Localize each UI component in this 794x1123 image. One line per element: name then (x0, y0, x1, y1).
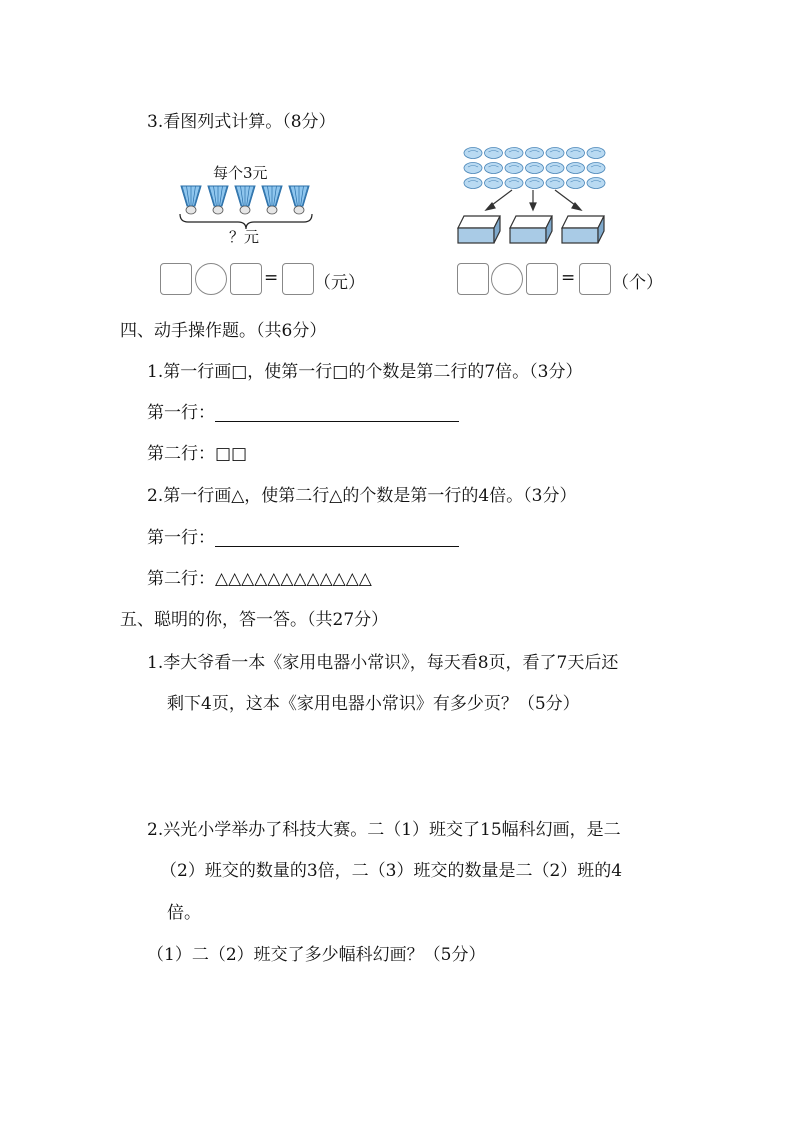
bun-icon (567, 163, 585, 174)
bun-icon (464, 163, 482, 174)
bun-icon (546, 148, 564, 159)
s4-q2-text: 2.第一行画△，使第二行△的个数是第一行的4倍。（3分） (147, 486, 577, 506)
answer-box[interactable] (457, 263, 489, 295)
answer-box[interactable] (282, 263, 314, 295)
s4-q2-row2 (147, 564, 372, 589)
bun-icon (546, 178, 564, 189)
s5-q2-sub1: （1）二（2）班交了多少幅科幻画？（5分） (147, 945, 486, 965)
row2-triangles: △△△△△△△△△△△△ (215, 569, 372, 589)
s5-q2-line1: 2.兴光小学举办了科技大赛。二（1）班交了15幅科幻画，是二 (147, 820, 621, 840)
row2-label: 第二行： (147, 444, 215, 464)
bun-icon (567, 148, 585, 159)
bun-icon (526, 163, 544, 174)
bun-icon (587, 148, 605, 159)
s5-q2-line3: 倍。 (167, 903, 201, 923)
operator-circle[interactable] (195, 263, 227, 295)
box-icon (562, 216, 604, 243)
question-label: ？元 (229, 228, 260, 246)
bun-icon (485, 148, 503, 159)
q3-title: 3.看图列式计算。（8分） (147, 112, 336, 132)
bun-icon (485, 163, 503, 174)
equals-sign: = (264, 268, 279, 288)
bun-icon (526, 148, 544, 159)
price-label: 每个3元 (213, 164, 268, 182)
answer-box[interactable] (230, 263, 262, 295)
s4-q2-row1 (147, 523, 459, 548)
section-4-heading: 四、动手操作题。（共6分） (120, 321, 327, 341)
answer-box[interactable] (579, 263, 611, 295)
bun-icon (526, 178, 544, 189)
answer-box[interactable] (526, 263, 558, 295)
bun-icon (505, 163, 523, 174)
answer-line[interactable] (215, 528, 459, 547)
s4-q1-text: 1.第一行画□，使第一行□的个数是第二行的7倍。（3分） (147, 362, 583, 382)
bun-icon (567, 178, 585, 189)
section-5-heading: 五、聪明的你，答一答。（共27分） (120, 610, 389, 630)
answer-box[interactable] (160, 263, 192, 295)
row1-label: 第一行： (147, 403, 215, 423)
bun-icon (505, 178, 523, 189)
bun-icon (485, 178, 503, 189)
bun-icon (464, 148, 482, 159)
row2-squares: □□ (215, 444, 248, 464)
unit-label: （元） (314, 273, 365, 293)
bun-icon (464, 178, 482, 189)
bun-icon (587, 178, 605, 189)
box-icon (458, 216, 500, 243)
s4-q1-row1 (147, 398, 459, 423)
s5-q2-line2: （2）班交的数量的3倍，二（3）班交的数量是二（2）班的4 (160, 861, 623, 881)
operator-circle[interactable] (491, 263, 523, 295)
s5-q1-line2: 剩下4页，这本《家用电器小常识》有多少页？（5分） (167, 694, 580, 714)
bun-icon (546, 163, 564, 174)
row1-label: 第一行： (147, 528, 215, 548)
s5-q1-line1: 1.李大爷看一本《家用电器小常识》，每天看8页，看了7天后还 (147, 653, 619, 673)
bun-icon (505, 148, 523, 159)
bun-icon (587, 163, 605, 174)
box-icon (510, 216, 552, 243)
answer-line[interactable] (215, 403, 459, 422)
unit-label: （个） (612, 273, 663, 293)
row2-label: 第二行： (147, 569, 215, 589)
s4-q1-row2 (147, 439, 247, 464)
equals-sign: = (561, 268, 576, 288)
